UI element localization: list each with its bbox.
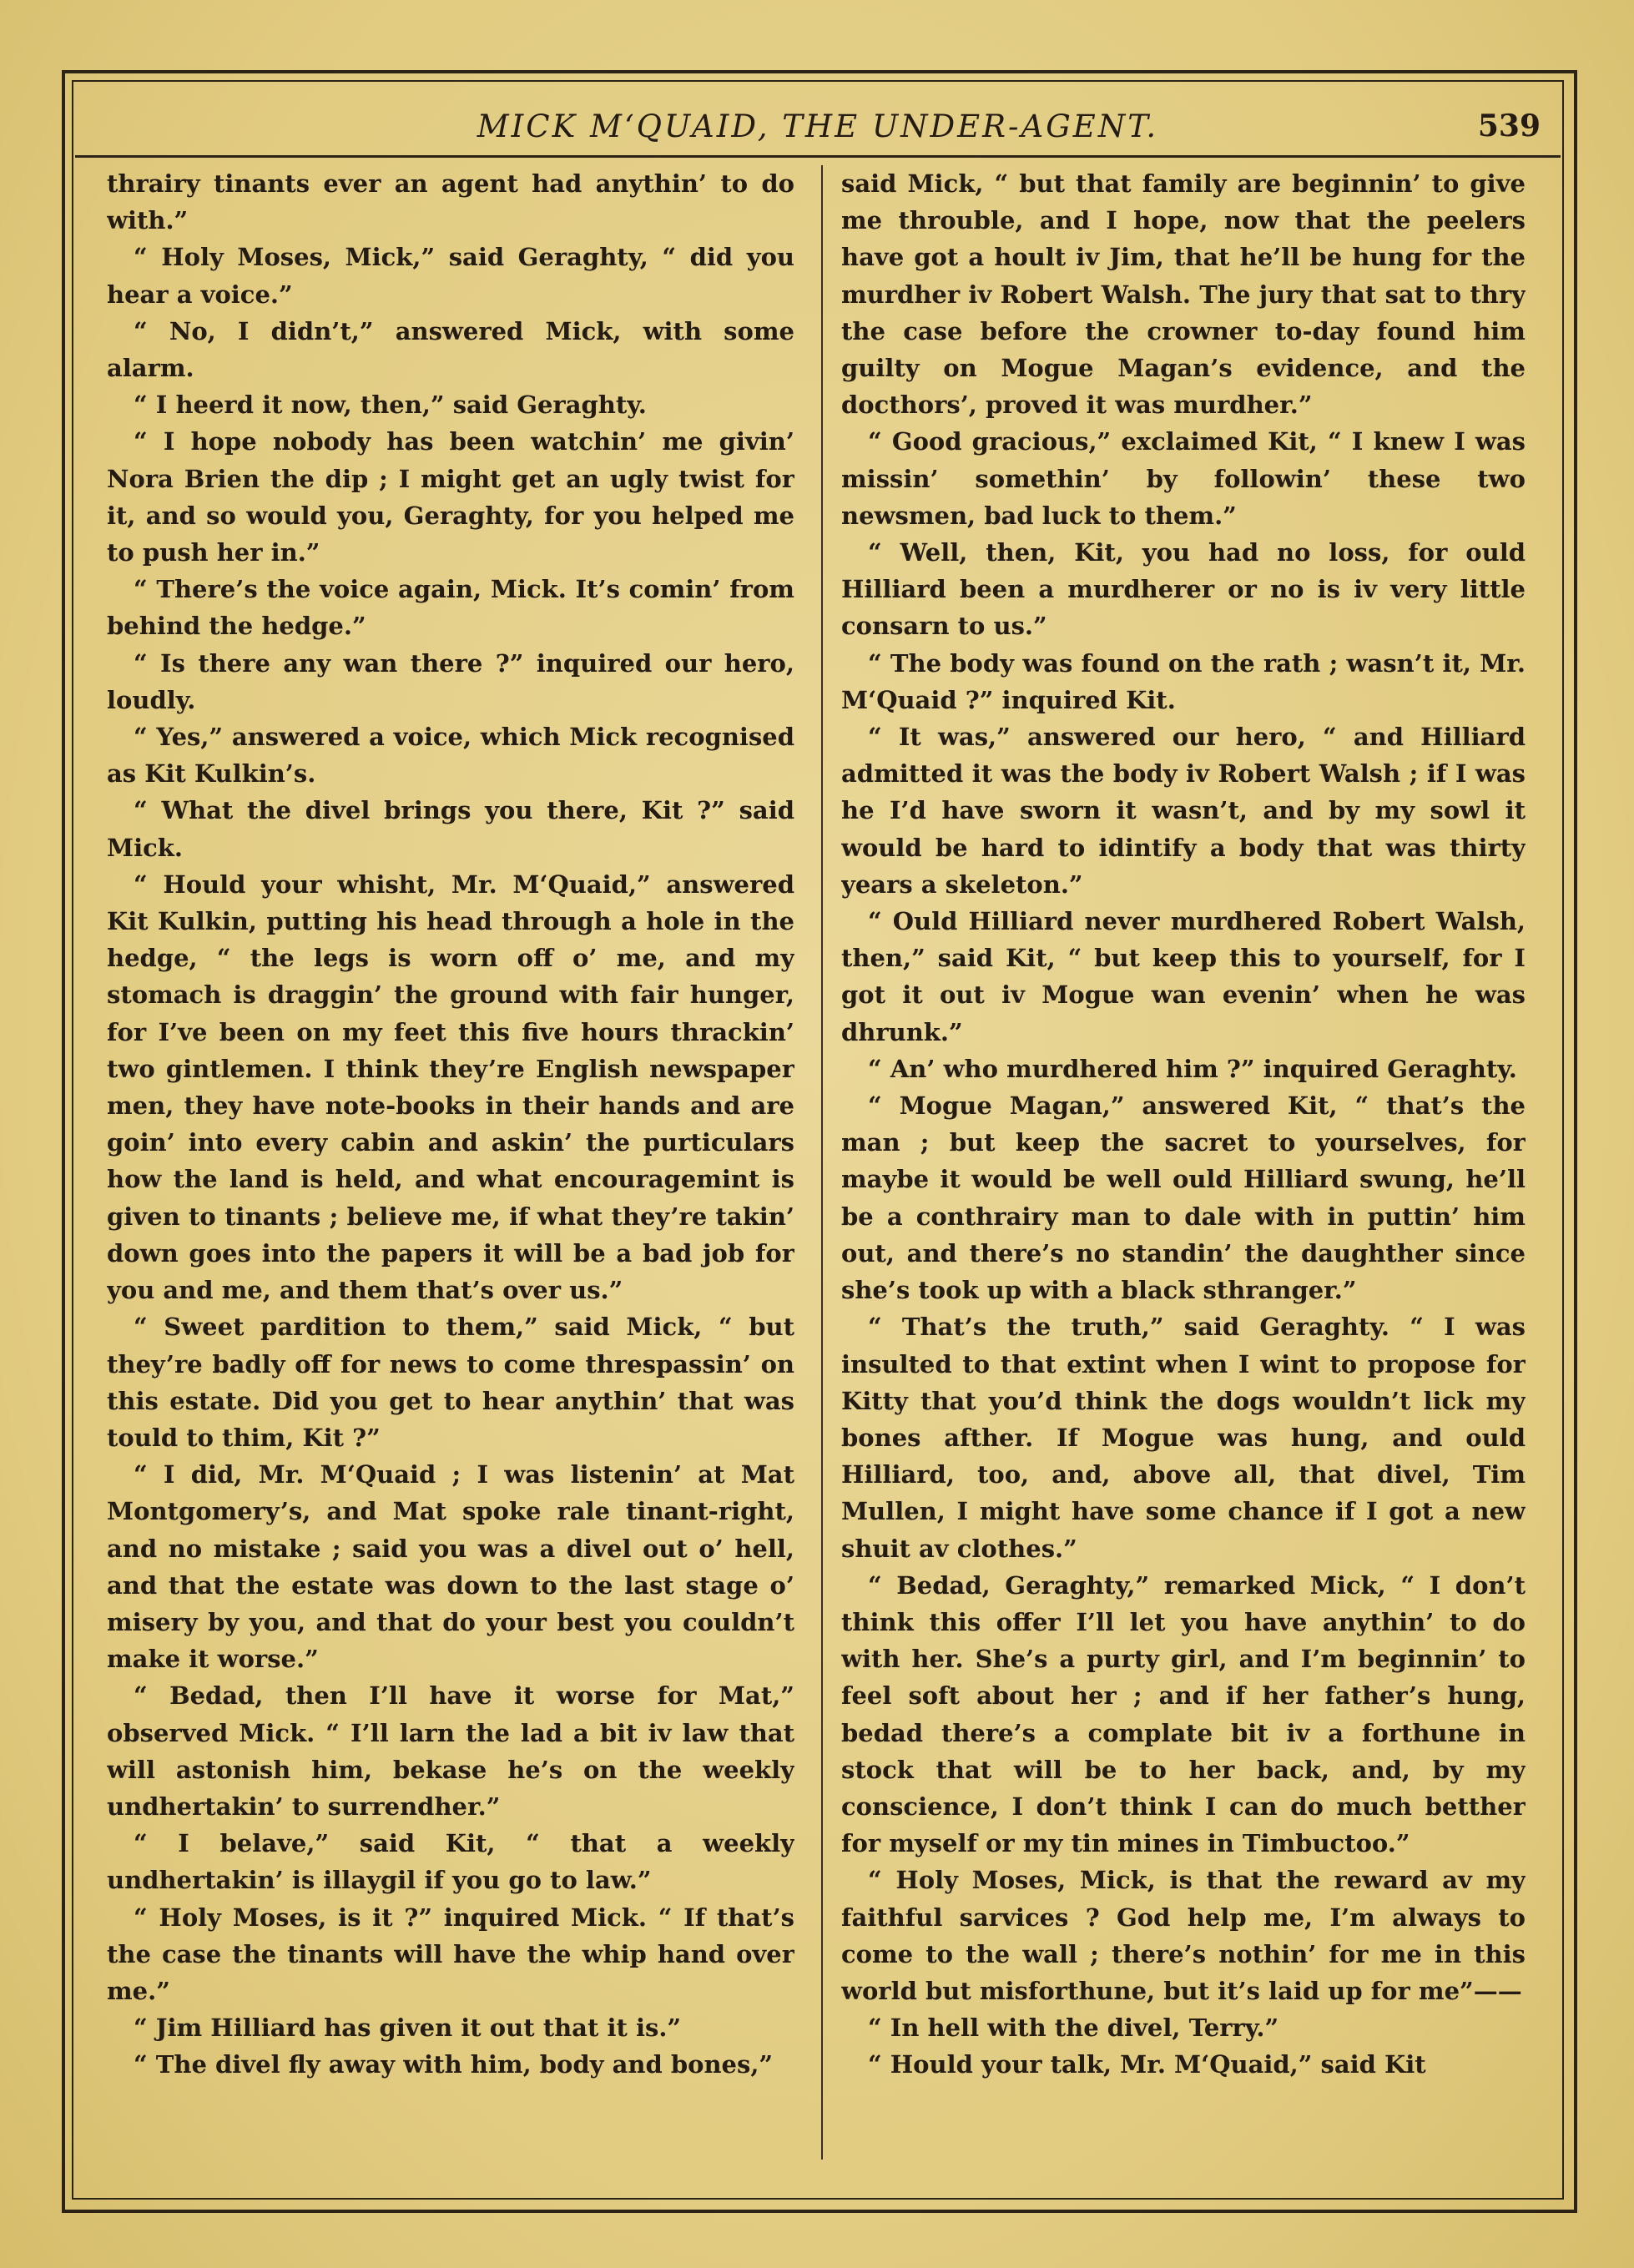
paragraph: “ Sweet pardition to them,” said Mick, “ but they’re badly off for news to come threspassin’ on this estate. Did you get to hear anythin’ that was tould to thim, Kit ?” [107, 1313, 794, 1452]
paragraph: “ I did, Mr. M‘Quaid ; I was listenin’ at Mat Montgomery’s, and Mat spoke rale tinant-right, and no mistake ; said you was a divel out o’ hell, and that the estate was down to the last stage o’ misery by you, and that do your best you couldn’t make it worse.” [107, 1460, 794, 1674]
paragraph: “ That’s the truth,” said Geraghty. “ I was insulted to that extint when I wint to propose for Kitty that you’d think the dogs wouldn’t lick my bones afther. If Mogue was hung, and ould Hilliard, too, and, above all, that divel, Tim Mullen, I might have some chance if I got a new shuit av clothes.” [841, 1313, 1526, 1563]
paragraph: said Mick, “ but that family are beginnin’ to give me throuble, and I hope, now that the peelers have got a hoult iv Jim, that he’ll be hung for the murdher iv Robert Walsh. The jury that sat to thry the case before the crowner to-day found him guilty on Mogue Magan’s evidence, and the docthors’, proved it was murdher.” [841, 169, 1526, 420]
paragraph: “ Good gracious,” exclaimed Kit, “ I knew I was missin’ somethin’ by followin’ these two newsmen, bad luck to them.” [841, 427, 1526, 530]
paragraph: “ The divel fly away with him, body and bones,” [134, 2050, 774, 2079]
paragraph: “ What the divel brings you there, Kit ?” said Mick. [107, 796, 794, 862]
paragraph: thrairy tinants ever an agent had anythin’ to do with.” [107, 169, 794, 235]
paragraph: “ Bedad, then I’ll have it worse for Mat,” observed Mick. “ I’ll larn the lad a bit iv law that will astonish him, bekase he’s on the weekly undhertakin’ to surrendher.” [107, 1681, 794, 1821]
paragraph: “ I heerd it now, then,” said Geraghty. [134, 391, 647, 420]
paragraph: “ In hell with the divel, Terry.” [868, 2013, 1279, 2043]
left-column [107, 165, 794, 2160]
paragraph: “ There’s the voice again, Mick. It’s comin’ from behind the hedge.” [107, 575, 794, 641]
paragraph: “ Holy Moses, Mick, is that the reward av my faithful sarvices ? God help me, I’m always to come to the wall ; there’s nothin’ for me in this world but misforthune, but it’s laid up for me”—— [841, 1866, 1526, 2005]
paragraph: “ The body was found on the rath ; wasn’t it, Mr. M‘Quaid ?” inquired Kit. [841, 648, 1526, 714]
paragraph: “ It was,” answered our hero, “ and Hilliard admitted it was the body iv Robert Walsh ; if I was he I’d have sworn it wasn’t, and by my sowl it would be hard to idintify a body that was thirty years a skeleton.” [841, 723, 1526, 899]
paragraph: “ Jim Hilliard has given it out that it is.” [134, 2013, 682, 2043]
paragraph: “ I belave,” said Kit, “ that a weekly undhertakin’ is illaygil if you go to law.” [107, 1829, 794, 1895]
page-header [75, 92, 1561, 158]
paragraph: “ Hould your whisht, Mr. M‘Quaid,” answered Kit Kulkin, putting his head through a hole in the hedge, “ the legs is worn off o’ me, and my stomach is draggin’ the ground with fair hunger, for I’ve been on my feet this five hours thrackin’ two gintlemen. I think they’re English newspaper men, they have note-books in their hands and are goin’ into every cabin and askin’ the purticulars how the land is held, and what encouragemint is given to tinants ; believe me, if what they’re takin’ down goes into the papers it will be a bad job for you and me, and them that’s over us.” [107, 869, 794, 1305]
running-title: MICK M‘QUAID, THE UNDER-AGENT. [477, 108, 1159, 144]
paragraph: “ Hould your talk, Mr. M‘Quaid,” said Kit [868, 2050, 1426, 2079]
paragraph: “ An’ who murdhered him ?” inquired Geraghty. [868, 1054, 1517, 1083]
paragraph: “ Mogue Magan,” answered Kit, “ that’s the man ; but keep the sacret to yourselves, for maybe it would be well ould Hilliard swung, he’ll be a conthrairy man to dale with in puttin’ him out, and there’s no standin’ the daughther since she’s took up with a black sthranger.” [841, 1091, 1526, 1305]
column-divider [821, 165, 823, 2160]
paragraph: “ Holy Moses, is it ?” inquired Mick. “ If that’s the case the tinants will have the whip hand over me.” [107, 1903, 794, 2005]
paragraph: “ Ould Hilliard never murdhered Robert Walsh, then,” said Kit, “ but keep this to yourself, for I got it out iv Mogue wan evenin’ when he was dhrunk.” [841, 907, 1526, 1046]
paragraph: “ I hope nobody has been watchin’ me givin’ Nora Brien the dip ; I might get an ugly twist for it, and so would you, Geraghty, for you helped me to push her in.” [107, 427, 794, 567]
paragraph: “ Holy Moses, Mick,” said Geraghty, “ did you hear a voice.” [107, 243, 794, 309]
paragraph: “ Is there any wan there ?” inquired our hero, loudly. [107, 648, 794, 714]
paragraph: “ Well, then, Kit, you had no loss, for ould Hilliard been a murdherer or no is iv very little consarn to us.” [841, 538, 1526, 641]
page-number: 539 [1477, 108, 1541, 144]
right-column [841, 165, 1526, 2160]
paragraph: “ Yes,” answered a voice, which Mick recognised as Kit Kulkin’s. [107, 723, 794, 789]
paragraph: “ Bedad, Geraghty,” remarked Mick, “ I don’t think this offer I’ll let you have anythin’ to do with her. She’s a purty girl, and I’m beginnin’ to feel soft about her ; and if her father’s hung, bedad there’s a complate bit iv a forthune in stock that will be to her back, and, by my conscience, I don’t think I can do much betther for myself or my tin mines in Timbuctoo.” [841, 1570, 1526, 1858]
paragraph: “ No, I didn’t,” answered Mick, with some alarm. [107, 316, 794, 383]
